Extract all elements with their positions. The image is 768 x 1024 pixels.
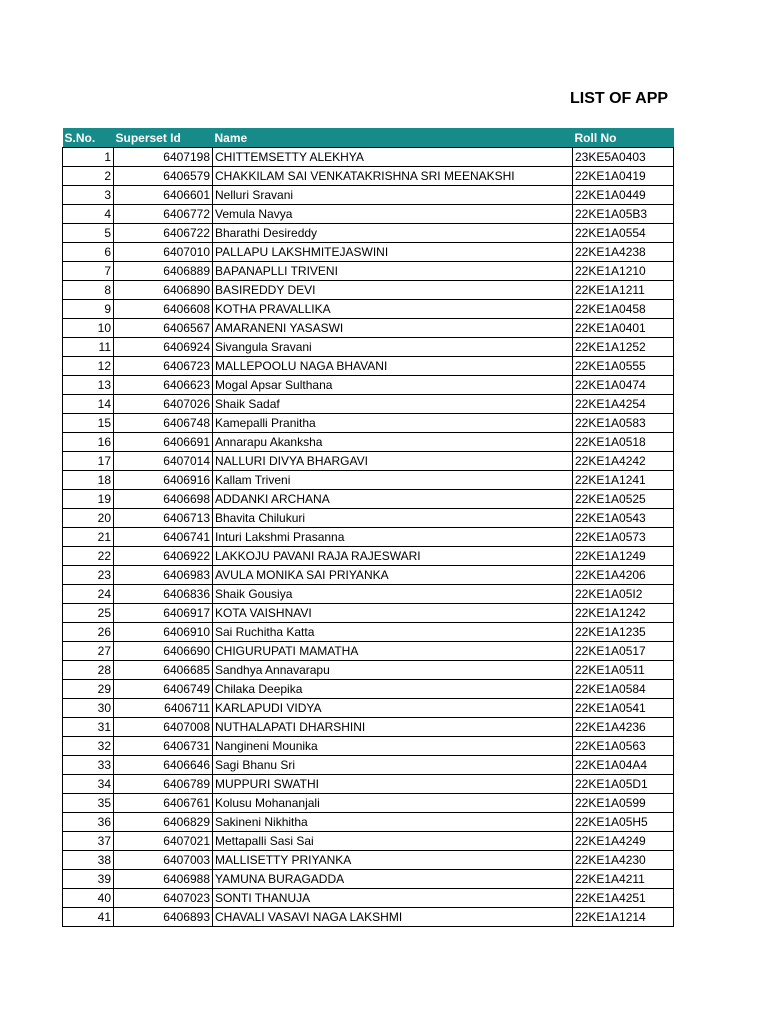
- cell-sno[interactable]: 37: [63, 832, 114, 851]
- cell-superset-id[interactable]: 6407021: [114, 832, 213, 851]
- cell-sno[interactable]: 10: [63, 319, 114, 338]
- cell-sno[interactable]: 25: [63, 604, 114, 623]
- table-row: [63, 281, 674, 300]
- cell-superset-id[interactable]: 6407003: [114, 851, 213, 870]
- cell-superset-id[interactable]: 6407026: [114, 395, 213, 414]
- cell-roll-no[interactable]: 22KE1A0511: [573, 661, 674, 680]
- cell-superset-id[interactable]: 6406567: [114, 319, 213, 338]
- cell-roll-no[interactable]: 22KE1A0401: [573, 319, 674, 338]
- cell-roll-no[interactable]: 22KE1A0541: [573, 699, 674, 718]
- cell-superset-id[interactable]: 6406893: [114, 908, 213, 927]
- cell-name[interactable]: Nelluri Sravani: [213, 186, 573, 205]
- cell-name[interactable]: Mogal Apsar Sulthana: [213, 376, 573, 395]
- cell-sno[interactable]: 14: [63, 395, 114, 414]
- cell-roll-no[interactable]: 22KE1A1249: [573, 547, 674, 566]
- cell-sno[interactable]: 34: [63, 775, 114, 794]
- cell-name[interactable]: CHITTEMSETTY ALEKHYA: [213, 148, 573, 167]
- cell-name[interactable]: ADDANKI ARCHANA: [213, 490, 573, 509]
- cell-superset-id[interactable]: 6406890: [114, 281, 213, 300]
- cell-name[interactable]: BAPANAPLLI TRIVENI: [213, 262, 573, 281]
- cell-sno[interactable]: 26: [63, 623, 114, 642]
- cell-sno[interactable]: 24: [63, 585, 114, 604]
- cell-name[interactable]: KARLAPUDI VIDYA: [213, 699, 573, 718]
- cell-sno[interactable]: 41: [63, 908, 114, 927]
- cell-roll-no[interactable]: 22KE1A4206: [573, 566, 674, 585]
- cell-sno[interactable]: 36: [63, 813, 114, 832]
- cell-roll-no[interactable]: 22KE1A4211: [573, 870, 674, 889]
- cell-roll-no[interactable]: 22KE1A4236: [573, 718, 674, 737]
- cell-sno[interactable]: 22: [63, 547, 114, 566]
- table-row: [63, 642, 674, 661]
- cell-sno[interactable]: 5: [63, 224, 114, 243]
- table-row: [63, 186, 674, 205]
- cell-superset-id[interactable]: 6406601: [114, 186, 213, 205]
- cell-superset-id[interactable]: 6407014: [114, 452, 213, 471]
- cell-superset-id[interactable]: 6406579: [114, 167, 213, 186]
- cell-sno[interactable]: 33: [63, 756, 114, 775]
- cell-name[interactable]: CHAVALI VASAVI NAGA LAKSHMI: [213, 908, 573, 927]
- table-row: [63, 604, 674, 623]
- cell-superset-id[interactable]: 6406608: [114, 300, 213, 319]
- table-row: [63, 414, 674, 433]
- cell-roll-no[interactable]: 22KE1A0563: [573, 737, 674, 756]
- cell-roll-no[interactable]: 22KE1A4242: [573, 452, 674, 471]
- cell-superset-id[interactable]: 6406772: [114, 205, 213, 224]
- cell-superset-id[interactable]: 6406749: [114, 680, 213, 699]
- cell-superset-id[interactable]: 6406685: [114, 661, 213, 680]
- table-row: [63, 832, 674, 851]
- cell-name[interactable]: AVULA MONIKA SAI PRIYANKA: [213, 566, 573, 585]
- table-row: [63, 718, 674, 737]
- cell-superset-id[interactable]: 6406889: [114, 262, 213, 281]
- cell-superset-id[interactable]: 6406722: [114, 224, 213, 243]
- cell-name[interactable]: NALLURI DIVYA BHARGAVI: [213, 452, 573, 471]
- table-row: [63, 167, 674, 186]
- cell-sno[interactable]: 31: [63, 718, 114, 737]
- cell-roll-no[interactable]: 23KE5A0403: [573, 148, 674, 167]
- cell-sno[interactable]: 18: [63, 471, 114, 490]
- table-row: [63, 433, 674, 452]
- cell-name[interactable]: Sagi Bhanu Sri: [213, 756, 573, 775]
- cell-name[interactable]: YAMUNA BURAGADDA: [213, 870, 573, 889]
- cell-name[interactable]: Shaik Sadaf: [213, 395, 573, 414]
- table-row: [63, 148, 674, 167]
- cell-superset-id[interactable]: 6407010: [114, 243, 213, 262]
- table-row: [63, 623, 674, 642]
- cell-roll-no[interactable]: 22KE1A0543: [573, 509, 674, 528]
- cell-superset-id[interactable]: 6407008: [114, 718, 213, 737]
- table-row: [63, 851, 674, 870]
- cell-sno[interactable]: 21: [63, 528, 114, 547]
- column-header-superset-id[interactable]: Superset Id: [114, 128, 213, 148]
- table-row: [63, 547, 674, 566]
- table-row: [63, 300, 674, 319]
- cell-roll-no[interactable]: 22KE1A0525: [573, 490, 674, 509]
- cell-roll-no[interactable]: 22KE1A4230: [573, 851, 674, 870]
- cell-superset-id[interactable]: 6406711: [114, 699, 213, 718]
- cell-name[interactable]: Vemula Navya: [213, 205, 573, 224]
- cell-sno[interactable]: 28: [63, 661, 114, 680]
- cell-roll-no[interactable]: 22KE1A05B3: [573, 205, 674, 224]
- cell-superset-id[interactable]: 6406713: [114, 509, 213, 528]
- cell-superset-id[interactable]: 6406922: [114, 547, 213, 566]
- table-row: [63, 756, 674, 775]
- cell-roll-no[interactable]: 22KE1A1241: [573, 471, 674, 490]
- cell-superset-id[interactable]: 6406741: [114, 528, 213, 547]
- cell-name[interactable]: Sai Ruchitha Katta: [213, 623, 573, 642]
- cell-roll-no[interactable]: 22KE1A1242: [573, 604, 674, 623]
- table-row: [63, 357, 674, 376]
- page-title: LIST OF APP: [570, 90, 669, 107]
- cell-name[interactable]: Sivangula Sravani: [213, 338, 573, 357]
- cell-roll-no[interactable]: 22KE1A0419: [573, 167, 674, 186]
- table-row: [63, 319, 674, 338]
- applicants-table: [62, 128, 674, 927]
- cell-name[interactable]: MUPPURI SWATHI: [213, 775, 573, 794]
- cell-name[interactable]: CHIGURUPATI MAMATHA: [213, 642, 573, 661]
- cell-sno[interactable]: 35: [63, 794, 114, 813]
- column-header-sno[interactable]: S.No.: [63, 128, 114, 148]
- table-row: [63, 585, 674, 604]
- table-row: [63, 737, 674, 756]
- cell-superset-id[interactable]: 6406623: [114, 376, 213, 395]
- table-row: [63, 813, 674, 832]
- cell-name[interactable]: BASIREDDY DEVI: [213, 281, 573, 300]
- cell-superset-id[interactable]: 6406761: [114, 794, 213, 813]
- cell-roll-no[interactable]: 22KE1A0517: [573, 642, 674, 661]
- cell-name[interactable]: Bhavita Chilukuri: [213, 509, 573, 528]
- cell-sno[interactable]: 17: [63, 452, 114, 471]
- cell-sno[interactable]: 11: [63, 338, 114, 357]
- cell-sno[interactable]: 15: [63, 414, 114, 433]
- cell-name[interactable]: Sakineni Nikhitha: [213, 813, 573, 832]
- table-row: [63, 224, 674, 243]
- table-row: [63, 775, 674, 794]
- cell-roll-no[interactable]: 22KE1A0458: [573, 300, 674, 319]
- cell-superset-id[interactable]: 6406829: [114, 813, 213, 832]
- cell-sno[interactable]: 1: [63, 148, 114, 167]
- cell-roll-no[interactable]: 22KE1A0573: [573, 528, 674, 547]
- cell-superset-id[interactable]: 6407198: [114, 148, 213, 167]
- cell-sno[interactable]: 13: [63, 376, 114, 395]
- cell-superset-id[interactable]: 6406690: [114, 642, 213, 661]
- cell-roll-no[interactable]: 22KE1A0474: [573, 376, 674, 395]
- cell-roll-no[interactable]: 22KE1A4249: [573, 832, 674, 851]
- cell-sno[interactable]: 27: [63, 642, 114, 661]
- cell-sno[interactable]: 39: [63, 870, 114, 889]
- cell-superset-id[interactable]: 6406748: [114, 414, 213, 433]
- cell-roll-no[interactable]: 22KE1A1214: [573, 908, 674, 927]
- table-row: [63, 490, 674, 509]
- table-row: [63, 870, 674, 889]
- cell-sno[interactable]: 2: [63, 167, 114, 186]
- cell-name[interactable]: Annarapu Akanksha: [213, 433, 573, 452]
- table-row: [63, 395, 674, 414]
- cell-superset-id[interactable]: 6406698: [114, 490, 213, 509]
- cell-name[interactable]: KOTA VAISHNAVI: [213, 604, 573, 623]
- cell-name[interactable]: Shaik Gousiya: [213, 585, 573, 604]
- cell-sno[interactable]: 3: [63, 186, 114, 205]
- cell-roll-no[interactable]: 22KE1A0584: [573, 680, 674, 699]
- cell-sno[interactable]: 29: [63, 680, 114, 699]
- table-row: [63, 528, 674, 547]
- table-header-row: [63, 128, 674, 148]
- cell-name[interactable]: LAKKOJU PAVANI RAJA RAJESWARI: [213, 547, 573, 566]
- cell-superset-id[interactable]: 6406789: [114, 775, 213, 794]
- cell-superset-id[interactable]: 6406731: [114, 737, 213, 756]
- cell-roll-no[interactable]: 22KE1A0555: [573, 357, 674, 376]
- cell-name[interactable]: PALLAPU LAKSHMITEJASWINI: [213, 243, 573, 262]
- cell-sno[interactable]: 4: [63, 205, 114, 224]
- cell-superset-id[interactable]: 6407023: [114, 889, 213, 908]
- cell-roll-no[interactable]: 22KE1A4254: [573, 395, 674, 414]
- cell-roll-no[interactable]: 22KE1A05H5: [573, 813, 674, 832]
- table-row: [63, 262, 674, 281]
- table-row: [63, 471, 674, 490]
- table-row: [63, 376, 674, 395]
- table-row: [63, 509, 674, 528]
- table-row: [63, 452, 674, 471]
- cell-name[interactable]: NUTHALAPATI DHARSHINI: [213, 718, 573, 737]
- table-row: [63, 205, 674, 224]
- cell-roll-no[interactable]: 22KE1A0449: [573, 186, 674, 205]
- table-row: [63, 338, 674, 357]
- column-header-roll-no[interactable]: Roll No: [573, 128, 674, 148]
- column-header-name[interactable]: Name: [213, 128, 573, 148]
- cell-name[interactable]: MALLISETTY PRIYANKA: [213, 851, 573, 870]
- table-row: [63, 566, 674, 585]
- cell-name[interactable]: Bharathi Desireddy: [213, 224, 573, 243]
- cell-name[interactable]: Kamepalli Pranitha: [213, 414, 573, 433]
- cell-name[interactable]: Sandhya Annavarapu: [213, 661, 573, 680]
- cell-sno[interactable]: 32: [63, 737, 114, 756]
- table-row: [63, 661, 674, 680]
- cell-sno[interactable]: 8: [63, 281, 114, 300]
- cell-superset-id[interactable]: 6406983: [114, 566, 213, 585]
- table-row: [63, 908, 674, 927]
- table-row: [63, 699, 674, 718]
- cell-sno[interactable]: 19: [63, 490, 114, 509]
- cell-name[interactable]: KOTHA PRAVALLIKA: [213, 300, 573, 319]
- cell-sno[interactable]: 23: [63, 566, 114, 585]
- cell-name[interactable]: Mettapalli Sasi Sai: [213, 832, 573, 851]
- cell-roll-no[interactable]: 22KE1A05I2: [573, 585, 674, 604]
- cell-name[interactable]: CHAKKILAM SAI VENKATAKRISHNA SRI MEENAKSHI: [213, 167, 573, 186]
- cell-name[interactable]: AMARANENI YASASWI: [213, 319, 573, 338]
- cell-superset-id[interactable]: 6406924: [114, 338, 213, 357]
- cell-name[interactable]: SONTI THANUJA: [213, 889, 573, 908]
- cell-roll-no[interactable]: 22KE1A0554: [573, 224, 674, 243]
- cell-name[interactable]: Chilaka Deepika: [213, 680, 573, 699]
- cell-superset-id[interactable]: 6406646: [114, 756, 213, 775]
- cell-roll-no[interactable]: 22KE1A0599: [573, 794, 674, 813]
- cell-name[interactable]: MALLEPOOLU NAGA BHAVANI: [213, 357, 573, 376]
- table-row: [63, 243, 674, 262]
- cell-name[interactable]: Nangineni Mounika: [213, 737, 573, 756]
- cell-roll-no[interactable]: 22KE1A4238: [573, 243, 674, 262]
- cell-superset-id[interactable]: 6406836: [114, 585, 213, 604]
- cell-superset-id[interactable]: 6406723: [114, 357, 213, 376]
- cell-sno[interactable]: 12: [63, 357, 114, 376]
- cell-sno[interactable]: 16: [63, 433, 114, 452]
- cell-superset-id[interactable]: 6406917: [114, 604, 213, 623]
- table-row: [63, 680, 674, 699]
- table-row: [63, 889, 674, 908]
- cell-superset-id[interactable]: 6406916: [114, 471, 213, 490]
- cell-superset-id[interactable]: 6406691: [114, 433, 213, 452]
- cell-roll-no[interactable]: 22KE1A1235: [573, 623, 674, 642]
- cell-roll-no[interactable]: 22KE1A1210: [573, 262, 674, 281]
- cell-roll-no[interactable]: 22KE1A0518: [573, 433, 674, 452]
- cell-roll-no[interactable]: 22KE1A0583: [573, 414, 674, 433]
- cell-superset-id[interactable]: 6406988: [114, 870, 213, 889]
- cell-name[interactable]: Inturi Lakshmi Prasanna: [213, 528, 573, 547]
- cell-name[interactable]: Kolusu Mohananjali: [213, 794, 573, 813]
- cell-sno[interactable]: 30: [63, 699, 114, 718]
- cell-name[interactable]: Kallam Triveni: [213, 471, 573, 490]
- cell-sno[interactable]: 38: [63, 851, 114, 870]
- cell-roll-no[interactable]: 22KE1A04A4: [573, 756, 674, 775]
- cell-sno[interactable]: 9: [63, 300, 114, 319]
- table-row: [63, 794, 674, 813]
- cell-roll-no[interactable]: 22KE1A05D1: [573, 775, 674, 794]
- cell-roll-no[interactable]: 22KE1A1252: [573, 338, 674, 357]
- cell-sno[interactable]: 40: [63, 889, 114, 908]
- cell-superset-id[interactable]: 6406910: [114, 623, 213, 642]
- cell-sno[interactable]: 7: [63, 262, 114, 281]
- cell-roll-no[interactable]: 22KE1A4251: [573, 889, 674, 908]
- cell-roll-no[interactable]: 22KE1A1211: [573, 281, 674, 300]
- cell-sno[interactable]: 20: [63, 509, 114, 528]
- cell-sno[interactable]: 6: [63, 243, 114, 262]
